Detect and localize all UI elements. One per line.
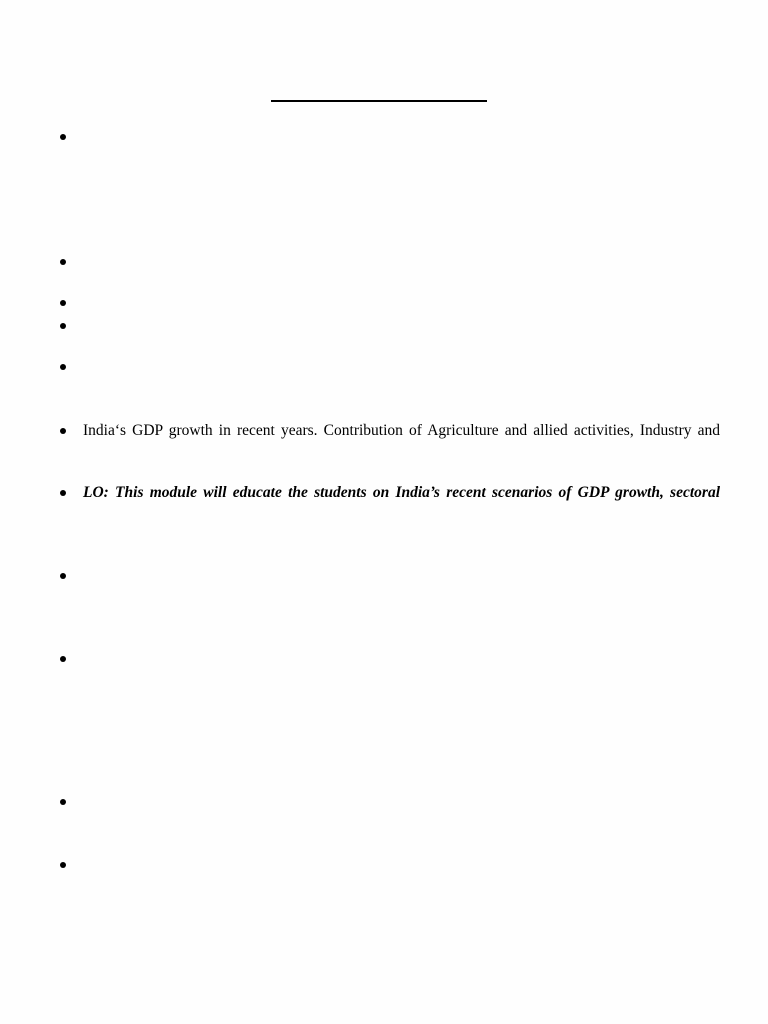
bullet-icon — [58, 571, 68, 581]
bullet-icon — [58, 257, 68, 267]
learning-outcome-line: LO: This module will educate the students on India’s recent scenarios of GDP growth, sectoral — [83, 484, 720, 501]
bullet-icon — [58, 132, 68, 142]
bullet-icon — [58, 298, 68, 308]
bullet-icon — [58, 860, 68, 870]
gdp-growth-paragraph-line: India‘s GDP growth in recent years. Contribution of Agriculture and allied activities, Industry and — [83, 422, 720, 439]
bullet-icon — [58, 362, 68, 372]
bullet-icon — [58, 488, 68, 498]
bullet-icon — [58, 797, 68, 807]
bullet-icon — [58, 654, 68, 664]
title-underline — [271, 100, 487, 102]
bullet-icon — [58, 426, 68, 436]
bullet-icon — [58, 321, 68, 331]
